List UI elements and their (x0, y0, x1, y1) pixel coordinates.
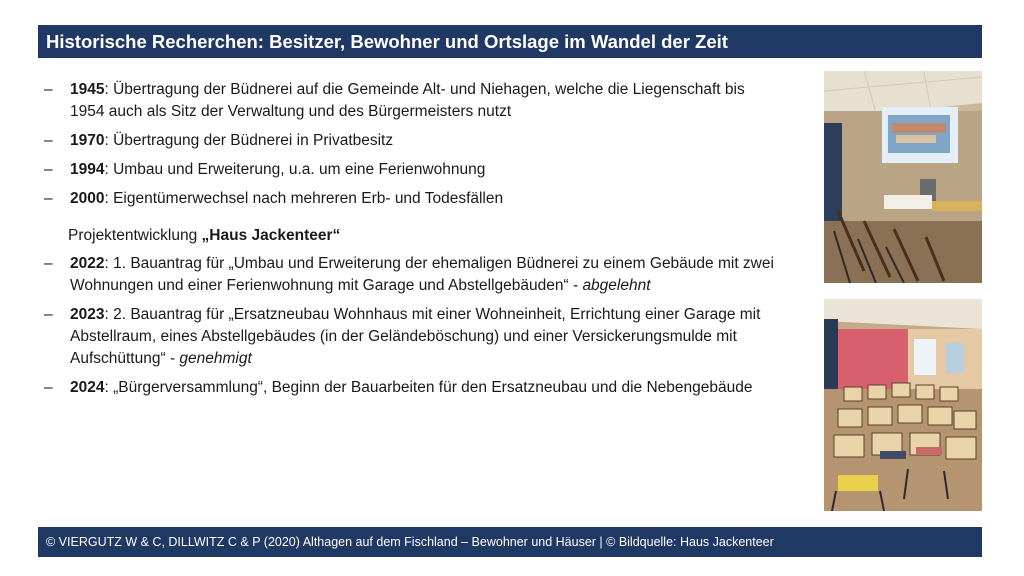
timeline-item (42, 377, 782, 399)
timeline-status: genehmigt (179, 350, 252, 367)
bullet-dash: – (44, 306, 53, 323)
timeline-year: 1945 (70, 81, 105, 98)
project-prefix: Projektentwicklung (68, 227, 202, 244)
room-projector-photo (824, 71, 982, 283)
timeline-item (42, 159, 782, 181)
timeline-item (42, 188, 782, 210)
bullet-dash: – (44, 161, 53, 178)
timeline-year: 2022 (70, 255, 105, 272)
bullet-dash: – (44, 132, 53, 149)
project-name: „Haus Jackenteer“ (201, 227, 341, 244)
timeline-text: : Eigentümerwechsel nach mehreren Erb- und Todesfällen (104, 190, 504, 207)
room-chairs-photo (824, 299, 982, 511)
timeline-item (42, 304, 782, 370)
slide-content (42, 79, 782, 406)
timeline-year: 2024 (70, 379, 105, 396)
timeline-item (42, 79, 782, 123)
project-heading (42, 225, 782, 247)
timeline-year: 1970 (70, 132, 105, 149)
timeline-year: 2000 (70, 190, 105, 207)
timeline-item (42, 130, 782, 152)
timeline-text: : 2. Bauantrag für „Ersatzneubau Wohnhaus mit einer Wohneinheit, Errichtung einer Garage mit Abstellraum, eines Abstellgebäudes (in der Geländeböschung) und einer Versickerungsmulde mit Aufschüttung“ - (70, 306, 761, 367)
slide-title: Historische Recherchen: Besitzer, Bewohner und Ortslage im Wandel der Zeit (38, 25, 982, 58)
timeline-text: : Übertragung der Büdnerei in Privatbesitz (104, 132, 394, 149)
timeline-text: : Umbau und Erweiterung, u.a. um eine Ferienwohnung (104, 161, 486, 178)
timeline-year: 1994 (70, 161, 105, 178)
bullet-dash: – (44, 379, 53, 396)
footer-source: © VIERGUTZ W & C, DILLWITZ C & P (2020) Althagen auf dem Fischland – Bewohner und Häuser | © Bildquelle: Haus Jackenteer (38, 527, 982, 557)
timeline-item (42, 253, 782, 297)
timeline-text: : 1. Bauantrag für „Umbau und Erweiterung der ehemaligen Büdnerei zu einem Gebäude mit zwei Wohnungen und einer Ferienwohnung mit Garage und Abstellgebäuden“ - (70, 255, 774, 294)
timeline-text: : Übertragung der Büdnerei auf die Gemeinde Alt- und Niehagen, welche die Liegenschaft bis 1954 auch als Sitz der Verwaltung und des Bürgermeisters nutzt (70, 81, 745, 120)
bullet-dash: – (44, 190, 53, 207)
bullet-dash: – (44, 255, 53, 272)
timeline-text: : „Bürgerversammlung“, Beginn der Bauarbeiten für den Ersatzneubau und die Nebengebäude (104, 379, 753, 396)
timeline-year: 2023 (70, 306, 105, 323)
bullet-dash: – (44, 81, 53, 98)
timeline-status: abgelehnt (582, 277, 651, 294)
